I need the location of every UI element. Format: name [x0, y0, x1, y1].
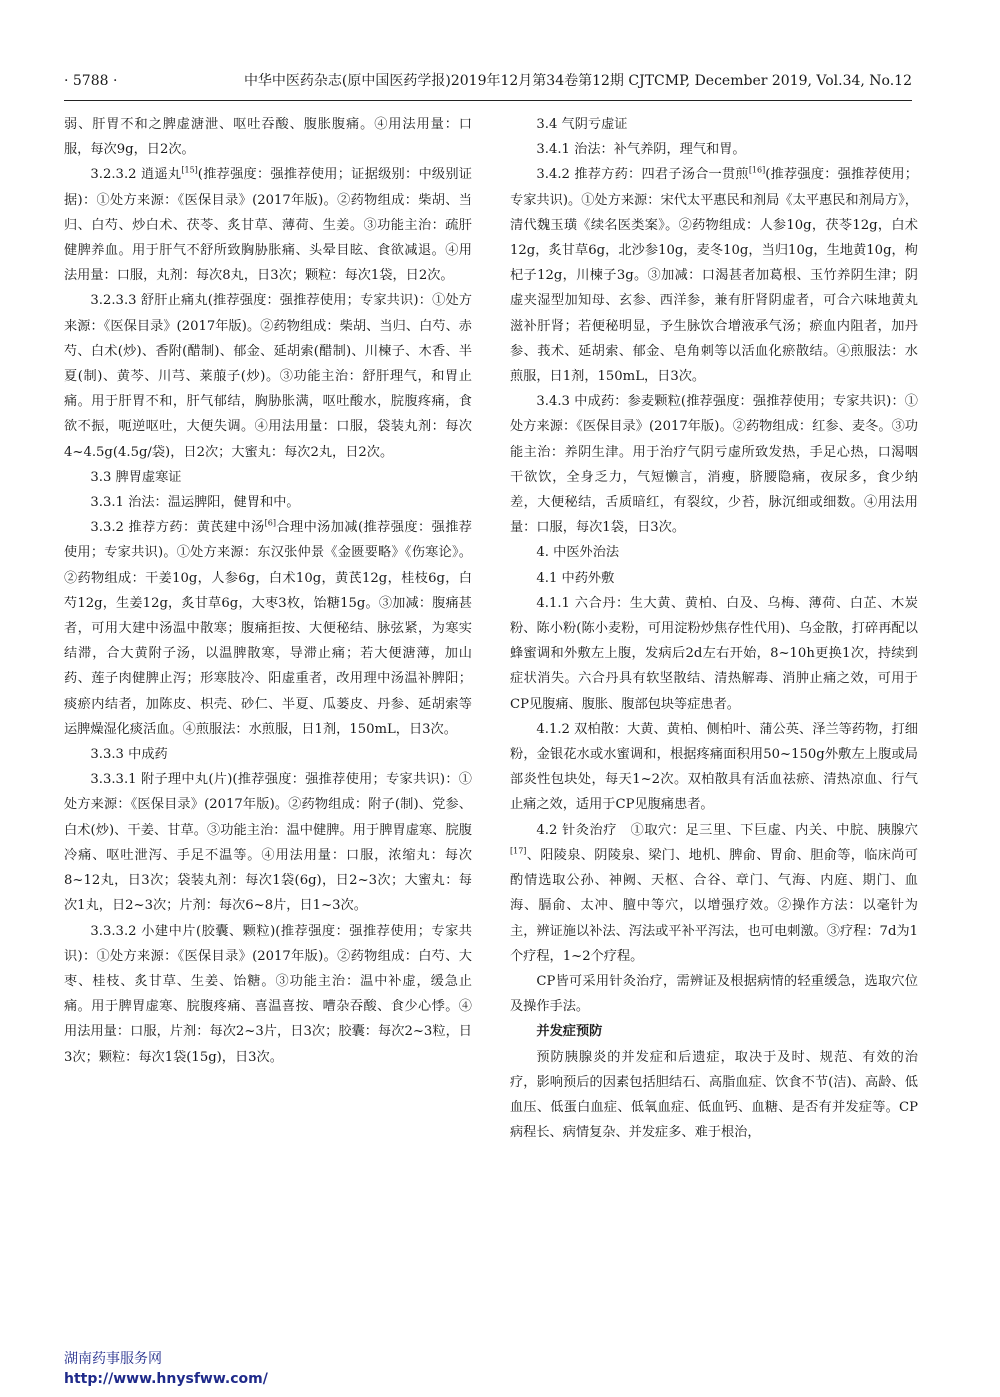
- paragraph: [510, 717, 918, 818]
- paragraph-text: 4. 中医外治法: [536, 545, 620, 561]
- citation-ref: [15]: [181, 166, 198, 176]
- paragraph-text: 3.3.1 治法：温运脾阳，健胃和中。: [90, 495, 300, 511]
- paragraph-text: 3.3.3.1 附子理中丸(片)(推荐强度：强推荐使用；专家共识)：①处方来源：《医保目录》(2017年版)。②药物组成：附子(制)、党参、白术(炒)、干姜、甘草。③功能主治：温中健脾。用于脾胃虚寒、脘腹冷痛、呕吐泄泻、手足不温等。④用法用量：口服，浓缩丸：每次8~12丸，日3次；袋装丸剂：每次1袋(6g)，日2~3次；大蜜丸：每次1丸，日2~3次；片剂：每次6~8片，日1~3次。: [64, 772, 472, 914]
- paragraph-text: 3.2.3.3 舒肝止痛丸(推荐强度：强推荐使用；专家共识)：①处方来源：《医保目录》(2017年版)。②药物组成：柴胡、当归、白芍、赤芍、白术(炒)、香附(醋制)、郁金、延胡索(醋制)、川楝子、木香、半夏(制)、黄芩、川芎、莱菔子(炒)。③功能主治：舒肝理气，和胃止痛。用于肝胃不和，肝气郁结，胸胁胀满，呕吐酸水，脘腹疼痛，食欲不振，呃逆呕吐，大便失调。④用法用量：口服，袋装丸剂：每次4~4.5g(4.5g/袋)，日2次；大蜜丸：每次2丸，日2次。: [64, 293, 472, 460]
- paragraph: [510, 1045, 918, 1146]
- paragraph-text: 4.1 中药外敷: [536, 570, 615, 586]
- paragraph: [510, 566, 918, 591]
- page-number: · 5788 ·: [64, 73, 118, 89]
- paragraph: [64, 742, 472, 767]
- paragraph-text: 4.1.1 六合丹：生大黄、黄柏、白及、乌梅、薄荷、白芷、木炭粉、陈小粉(陈小麦粉，可用淀粉炒焦存性代用)、乌金散，打碎再配以蜂蜜调和外敷左上腹，发病后2d左右开始，8~10h更换1次，持续到症状消失。六合丹具有软坚散结、清热解毒、消肿止痛之效，可用于CP见腹痛、腹胀、腹部包块等症患者。: [510, 595, 918, 712]
- paragraph-text: CP皆可采用针灸治疗，需辨证及根据病情的轻重缓急，选取穴位及操作手法。: [510, 973, 918, 1015]
- citation-ref: [17]: [510, 846, 527, 856]
- paragraph-text: 3.4.1 治法：补气养阴，理气和胃。: [536, 142, 746, 158]
- footer-url[interactable]: http://www.hnysfww.com/: [64, 1371, 268, 1387]
- citation-ref: [6]: [264, 518, 276, 528]
- paragraph-text: 3.3.2 推荐方药：黄芪建中汤: [90, 520, 265, 536]
- footer-site-name: 湖南药事服务网: [64, 1351, 162, 1367]
- paragraph-text: (推荐强度：强推荐使用；专家共识)。①处方来源：宋代太平惠民和剂局《太平惠民和剂局方》，清代魏玉璜《续名医类案》。②药物组成：人参10g，茯苓12g，白术12g，炙甘草6g，北沙参10g，麦冬10g，当归10g，生地黄10g，枸杞子12g，川楝子3g。③加减：口渴甚者加葛根、玉竹养阴生津；阴虚夹湿型加知母、玄参、西洋参，兼有肝肾阴虚者，可合六味地黄丸滋补肝肾；若便秘明显，予生脉饮合增液承气汤；瘀血内阻者，加丹参、莪术、延胡索、郁金、皂角刺等以活血化瘀散结。④煎服法：水煎服，日1剂，150mL，日3次。: [510, 167, 918, 385]
- paragraph-text: 3.3.3 中成药: [90, 747, 168, 763]
- paragraph-text: 3.4.3 中成药：参麦颗粒(推荐强度：强推荐使用；专家共识)：①处方来源：《医保目录》(2017年版)。②药物组成：红参、麦冬。③功能主治：养阴生津。用于治疗气阴亏虚所致发热，手足心热，口渴咽干欲饮，全身乏力，气短懒言，消瘦，脐腰隐痛，夜尿多，食少纳差，大便秘结，舌质暗红，有裂纹，少苔，脉沉细或细数。④用法用量：口服，每次1袋，日3次。: [510, 394, 918, 536]
- footer-watermark: [64, 1349, 364, 1389]
- paragraph: [510, 162, 918, 389]
- paragraph-text: 并发症预防: [536, 1024, 603, 1040]
- paragraph-text: 3.3 脾胃虚寒证: [90, 469, 182, 485]
- paragraph: [510, 818, 918, 969]
- paragraph: [510, 540, 918, 565]
- paragraph-text: 弱、肝胃不和之脾虚溏泄、呕吐吞酸、腹胀腹痛。④用法用量：口服，每次9g，日2次。: [64, 117, 472, 158]
- right-column: [510, 112, 918, 1145]
- paragraph: [510, 591, 918, 717]
- paragraph: [510, 389, 918, 540]
- paragraph-text: 预防胰腺炎的并发症和后遗症，取决于及时、规范、有效的治疗，影响预后的因素包括胆结石、高脂血症、饮食不节(洁)、高龄、低血压、低蛋白血症、低氧血症、低血钙、血糖、是否有并发症等。CP病程长、病情复杂、并发症多、难于根治，: [510, 1049, 918, 1141]
- paragraph: [510, 137, 918, 162]
- paragraph-text: 合理中汤加减(推荐强度：强推荐使用；专家共识)。①处方来源：东汉张仲景《金匮要略》《伤寒论》。②药物组成：干姜10g，人参6g，白术10g，黄芪12g，桂枝6g，白芍12g，生姜12g，炙甘草6g，大枣3枚，饴糖15g。③加减：腹痛甚者，可用大建中汤温中散寒；腹痛拒按、大便秘结、脉弦紧，为寒实结滞，合大黄附子汤，以温脾散寒，导滞止痛；若大便溏薄，加山药、莲子肉健脾止泻；形寒肢冷、阳虚重者，改用理中汤温补脾阳；痰瘀内结者，加陈皮、枳壳、砂仁、半夏、瓜蒌皮、丹参、延胡索等运脾燥湿化痰活血。④煎服法：水煎服，日1剂，150mL，日3次。: [64, 520, 472, 737]
- paragraph: [64, 919, 472, 1070]
- paragraph: [510, 1019, 918, 1044]
- citation-ref: [16]: [748, 166, 766, 176]
- running-header: [64, 68, 912, 94]
- paragraph-text: (推荐强度：强推荐使用；证据级别：中级别证据)：①处方来源：《医保目录》(2017年版)。②药物组成：柴胡、当归、白芍、炒白术、茯苓、炙甘草、薄荷、生姜。③功能主治：疏肝健脾养血。用于肝气不舒所致胸胁胀痛、头晕目眩、食欲减退。④用法用量：口服，丸剂：每次8丸，日3次；颗粒：每次1袋，日2次。: [64, 167, 472, 284]
- paragraph: [64, 162, 472, 288]
- paragraph: [64, 465, 472, 490]
- paragraph: [64, 515, 472, 742]
- paragraph: [64, 490, 472, 515]
- left-column: [64, 112, 472, 1070]
- paragraph: [64, 112, 472, 162]
- paragraph: [64, 767, 472, 918]
- header-rule: [64, 100, 912, 101]
- journal-citation: 中华中医药杂志(原中国医药学报)2019年12月第34卷第12期 CJTCMP, December 2019, Vol.34, No.12: [243, 73, 912, 89]
- paragraph: [64, 288, 472, 464]
- paragraph-text: 、阳陵泉、阴陵泉、梁门、地机、脾俞、胃俞、胆俞等，临床尚可酌情选取公孙、神阙、天枢、合谷、章门、气海、内庭、期门、血海、膈俞、太冲、膻中等穴，以增强疗效。②操作方法：以毫针为主，辨证施以补法、泻法或平补平泻法，也可电刺激。③疗程：7d为1个疗程，1~2个疗程。: [510, 847, 918, 964]
- paragraph: [510, 112, 918, 137]
- paragraph-text: 3.3.3.2 小建中片(胶囊、颗粒)(推荐强度：强推荐使用；专家共识)：①处方来源：《医保目录》(2017年版)。②药物组成：白芍、大枣、桂枝、炙甘草、生姜、饴糖。③功能主治：温中补虚，缓急止痛。用于脾胃虚寒、脘腹疼痛、喜温喜按、嘈杂吞酸、食少心悸。④用法用量：口服，片剂：每次2~3片，日3次；胶囊：每次2~3粒，日3次；颗粒：每次1袋(15g)，日3次。: [64, 923, 472, 1065]
- paragraph: [510, 969, 918, 1019]
- paragraph-text: 3.4.2 推荐方药：四君子汤合一贯煎: [536, 167, 749, 183]
- paragraph-text: 4.2 针灸治疗 ①取穴：足三里、下巨虚、内关、中脘、胰腺穴: [536, 822, 918, 838]
- paragraph-text: 4.1.2 双柏散：大黄、黄柏、侧柏叶、蒲公英、泽兰等药物，打细粉，金银花水或水蜜调和，根据疼痛面积用50~150g外敷左上腹或局部炎性包块处，每天1~2次。双柏散具有活血祛瘀、清热凉血、行气止痛之效，适用于CP见腹痛患者。: [510, 721, 918, 813]
- paragraph-text: 3.4 气阴亏虚证: [536, 117, 628, 132]
- paragraph-text: 3.2.3.2 逍遥丸: [90, 167, 182, 183]
